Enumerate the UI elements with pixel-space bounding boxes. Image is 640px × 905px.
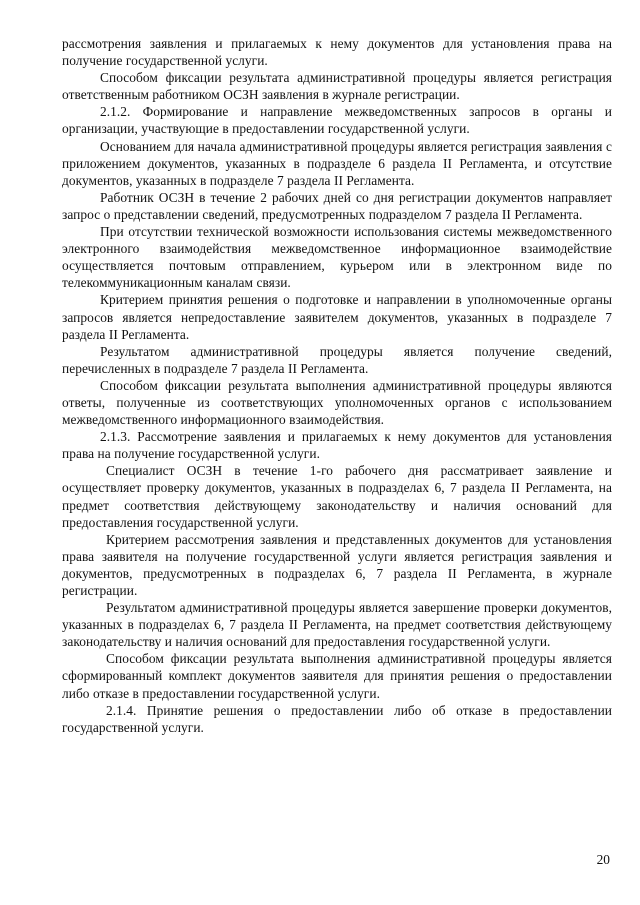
- paragraph-11: Специалист ОСЗН в течение 1-го рабочего дня рассматривает заявление и осуществляет проверку документов, указанных в подразделах 6, 7 раздела II Регламента, на предмет соответствия действующему законодательству и наличия оснований для предоставления государственной услуги.: [62, 463, 612, 530]
- paragraph-9: Способом фиксации результата выполнения административной процедуры являются ответы, полученные из соответствующих уполномоченных органов с использованием межведомственного информационного взаимодействия.: [62, 377, 612, 428]
- paragraph-10: 2.1.3. Рассмотрение заявления и прилагаемых к нему документов для установления права на получение государственной услуги.: [62, 429, 612, 462]
- paragraph-12: Критерием рассмотрения заявления и представленных документов для установления права заявителя на получение государственной услуги является регистрация заявления и документов, предусмотренных в подразделах 6, 7 раздела II Регламента, в журнале регистрации.: [62, 531, 612, 598]
- paragraph-14: Способом фиксации результата выполнения административной процедуры является сформированный комплект документов заявителя для принятия решения о предоставлении либо отказе в предоставлении государственной услуги.: [62, 651, 612, 701]
- document-body: [62, 35, 612, 736]
- paragraph-13: Результатом административной процедуры является завершение проверки документов, указанных в подразделах 6, 7 раздела II Регламента, на предмет соответствия действующему законодательству и наличия оснований для предоставления государственной услуги.: [62, 600, 612, 650]
- paragraph-7: Критерием принятия решения о подготовке и направлении в уполномоченные органы запросов является непредоставление заявителем документов, указанных в подразделе 7 раздела II Регламента.: [62, 292, 612, 342]
- paragraph-1: рассмотрения заявления и прилагаемых к нему документов для установления права на получение государственной услуги.: [62, 36, 612, 69]
- paragraph-5: Работник ОСЗН в течение 2 рабочих дней со дня регистрации документов направляет запрос о представлении сведений, предусмотренных подразделом 7 раздела II Регламента.: [62, 189, 612, 222]
- paragraph-15: 2.1.4. Принятие решения о предоставлении либо об отказе в предоставлении государственной услуги.: [62, 702, 612, 735]
- page-number: 20: [596, 852, 610, 867]
- paragraph-2: Способом фиксации результата административной процедуры является регистрация ответственным работником ОСЗН заявления в журнале регистрации.: [62, 70, 612, 103]
- paragraph-8: Результатом административной процедуры является получение сведений, перечисленных в подразделе 7 раздела II Регламента.: [62, 343, 612, 376]
- paragraph-4: Основанием для начала административной процедуры является регистрация заявления с приложением документов, указанных в подразделе 6 раздела II Регламента, и отсутствие документов, указанных в подразделе 7 раздела II Регламента.: [62, 138, 612, 188]
- paragraph-6: При отсутствии технической возможности использования системы межведомственного электронного взаимодействия межведомственное информационное взаимодействие осуществляется почтовым отправлением, курьером или в электронном виде по телекоммуникационным каналам связи.: [62, 224, 612, 291]
- paragraph-3: 2.1.2. Формирование и направление межведомственных запросов в органы и организации, участвующие в предоставлении государственной услуги.: [62, 104, 612, 137]
